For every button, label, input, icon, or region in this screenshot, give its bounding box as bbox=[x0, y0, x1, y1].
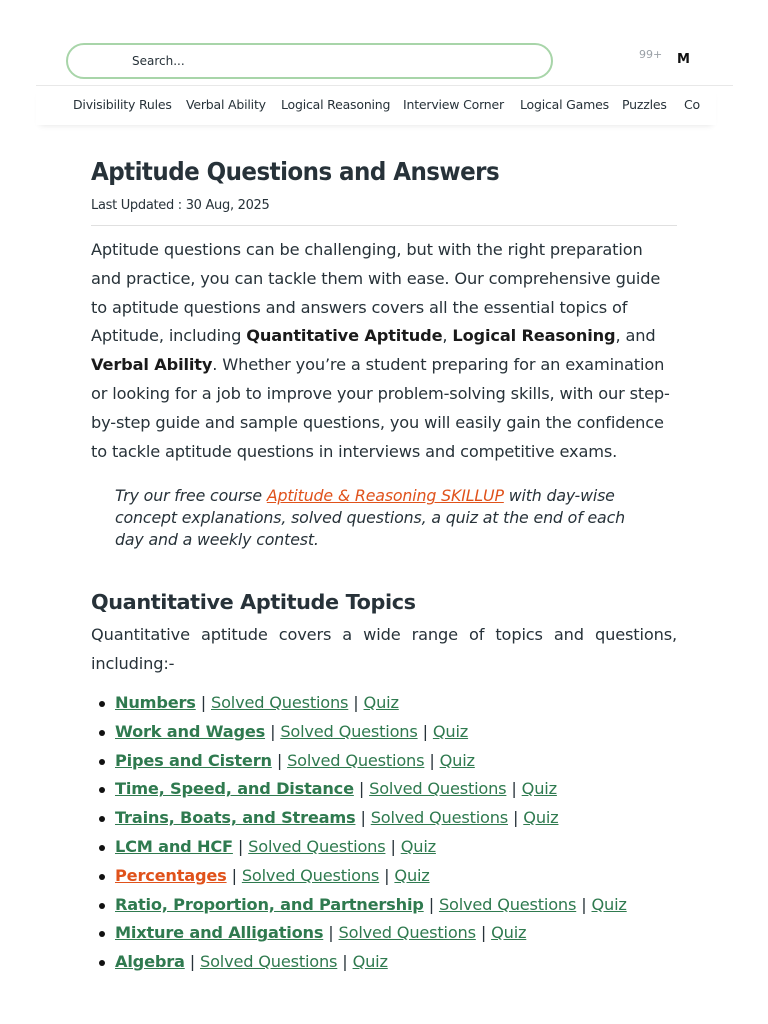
list-item bbox=[115, 804, 677, 833]
last-updated: Last Updated : 30 Aug, 2025 bbox=[91, 198, 270, 213]
solved-questions-link[interactable]: Solved Questions bbox=[200, 952, 338, 972]
separator: | bbox=[231, 865, 237, 885]
topic-link-work-and-wages[interactable]: Work and Wages bbox=[115, 721, 266, 741]
separator: | bbox=[480, 923, 487, 943]
separator: | bbox=[270, 721, 276, 741]
quiz-link[interactable]: Quiz bbox=[400, 836, 436, 856]
quiz-link[interactable]: Quiz bbox=[394, 865, 430, 885]
solved-questions-link[interactable]: Solved Questions bbox=[338, 923, 476, 943]
search-box[interactable] bbox=[66, 43, 553, 79]
intro-text: Aptitude questions can be challenging, but with the right preparation and practice, you can tackle them with ease. Our comprehensive guide to aptitude questions and answers covers all the essential topics of Aptitude, including bbox=[91, 240, 661, 346]
solved-questions-link[interactable]: Solved Questions bbox=[211, 692, 349, 712]
separator: | bbox=[360, 808, 366, 828]
nav-item-more[interactable]: Co bbox=[684, 97, 700, 112]
top-bar bbox=[36, 30, 733, 86]
quiz-link[interactable]: Quiz bbox=[591, 894, 627, 914]
callout-text: Try our free course bbox=[115, 486, 267, 506]
article bbox=[91, 150, 677, 977]
solved-questions-link[interactable]: Solved Questions bbox=[438, 894, 577, 914]
intro-bold-quantitative: Quantitative Aptitude bbox=[246, 326, 443, 346]
title-divider bbox=[91, 225, 677, 226]
separator: | bbox=[358, 779, 365, 799]
topic-link-percentages[interactable]: Percentages bbox=[115, 865, 227, 885]
skillup-course-link[interactable]: Aptitude & Reasoning SKILLUP bbox=[266, 486, 504, 506]
list-item bbox=[115, 718, 677, 747]
solved-questions-link[interactable]: Solved Questions bbox=[241, 865, 380, 885]
topic-nav-bar bbox=[36, 87, 716, 125]
solved-questions-link[interactable]: Solved Questions bbox=[369, 779, 507, 799]
separator: | bbox=[342, 952, 348, 972]
list-item bbox=[115, 891, 677, 920]
list-item bbox=[115, 948, 677, 977]
list-item bbox=[115, 919, 677, 948]
quiz-link[interactable]: Quiz bbox=[521, 779, 557, 799]
separator: | bbox=[428, 894, 434, 914]
separator: | bbox=[422, 721, 428, 741]
topic-link-pipes-and-cistern[interactable]: Pipes and Cistern bbox=[115, 750, 272, 770]
separator: | bbox=[200, 692, 206, 712]
page-title: Aptitude Questions and Answers bbox=[91, 157, 500, 186]
topic-link-algebra[interactable]: Algebra bbox=[115, 952, 185, 972]
quiz-link[interactable]: Quiz bbox=[363, 692, 399, 712]
list-item bbox=[115, 833, 677, 862]
callout-text: with day-wise concept explanations, solved questions, a quiz at the end of each day and a weekly contest. bbox=[115, 486, 625, 550]
nav-item-puzzles[interactable]: Puzzles bbox=[622, 97, 667, 112]
topic-link-mixture-and-alligations[interactable]: Mixture and Alligations bbox=[115, 923, 324, 943]
intro-text: , bbox=[442, 326, 453, 346]
separator: | bbox=[513, 808, 519, 828]
separator: | bbox=[390, 836, 396, 856]
separator: | bbox=[384, 865, 390, 885]
list-item bbox=[115, 775, 677, 804]
section-description: Quantitative aptitude covers a wide range of topics and questions, including:- bbox=[91, 625, 677, 674]
separator: | bbox=[189, 952, 196, 972]
search-input[interactable] bbox=[132, 45, 542, 77]
topic-link-time-speed-distance[interactable]: Time, Speed, and Distance bbox=[115, 779, 354, 799]
separator: | bbox=[328, 923, 334, 943]
nav-item-divisibility-rules[interactable]: Divisibility Rules bbox=[73, 97, 172, 112]
intro-text: , and bbox=[615, 326, 656, 346]
separator: | bbox=[353, 692, 359, 712]
quiz-link[interactable]: Quiz bbox=[352, 952, 388, 972]
list-item bbox=[115, 862, 677, 891]
intro-bold-verbal: Verbal Ability bbox=[91, 355, 213, 375]
topic-link-ratio-proportion-partnership[interactable]: Ratio, Proportion, and Partnership bbox=[115, 894, 424, 914]
solved-questions-link[interactable]: Solved Questions bbox=[280, 721, 418, 741]
avatar[interactable]: M bbox=[677, 52, 690, 67]
topic-link-trains-boats-streams[interactable]: Trains, Boats, and Streams bbox=[115, 808, 356, 828]
section-heading: Quantitative Aptitude Topics bbox=[91, 590, 416, 615]
solved-questions-link[interactable]: Solved Questions bbox=[248, 836, 386, 856]
separator: | bbox=[429, 750, 435, 770]
separator: | bbox=[276, 750, 283, 770]
list-item bbox=[115, 747, 677, 776]
nav-item-logical-reasoning[interactable]: Logical Reasoning bbox=[281, 97, 391, 112]
course-callout bbox=[115, 485, 655, 551]
solved-questions-link[interactable]: Solved Questions bbox=[370, 808, 509, 828]
quiz-link[interactable]: Quiz bbox=[432, 721, 469, 741]
notification-badge[interactable]: 99+ bbox=[639, 48, 663, 61]
separator: | bbox=[237, 836, 244, 856]
intro-text: . Whether you’re a student preparing for an examination or looking for a job to improve your problem-solving skills, with our step-by-step guide and sample questions, you will easily gain the confidence to tackle aptitude questions in interviews and competitive exams. bbox=[91, 355, 670, 461]
nav-item-interview-corner[interactable]: Interview Corner bbox=[403, 97, 504, 112]
separator: | bbox=[581, 894, 587, 914]
topic-link-lcm-and-hcf[interactable]: LCM and HCF bbox=[115, 836, 233, 856]
separator: | bbox=[511, 779, 517, 799]
solved-questions-link[interactable]: Solved Questions bbox=[287, 750, 425, 770]
list-item bbox=[115, 689, 677, 718]
intro-paragraph bbox=[91, 236, 677, 466]
quiz-link[interactable]: Quiz bbox=[439, 750, 475, 770]
quiz-link[interactable]: Quiz bbox=[523, 808, 559, 828]
quiz-link[interactable]: Quiz bbox=[491, 923, 527, 943]
nav-item-verbal-ability[interactable]: Verbal Ability bbox=[186, 97, 266, 112]
topic-list bbox=[115, 689, 677, 977]
nav-item-logical-games[interactable]: Logical Games bbox=[520, 97, 609, 112]
topic-link-numbers[interactable]: Numbers bbox=[115, 692, 196, 712]
intro-bold-logical: Logical Reasoning bbox=[452, 326, 616, 346]
